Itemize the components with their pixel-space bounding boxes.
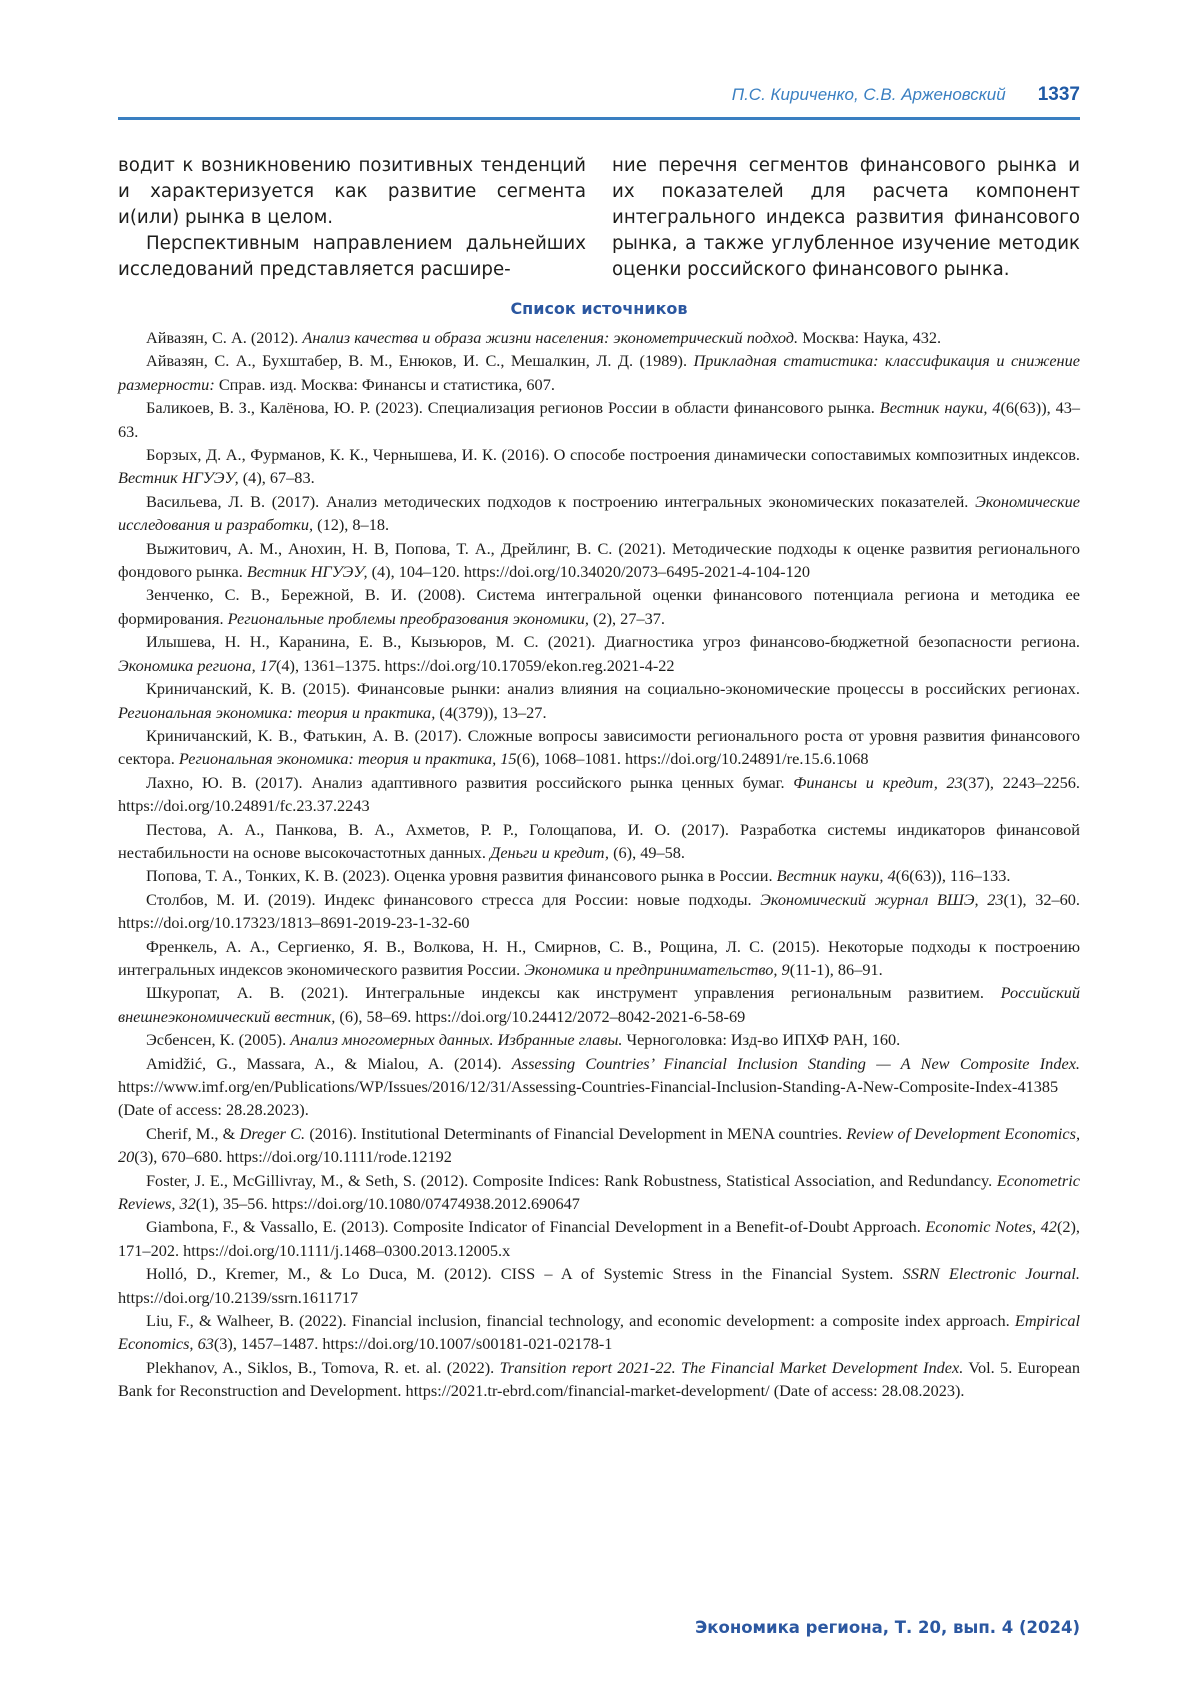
reference-text: Liu, F., & Walheer, B. (2022). Financial inclusion, financial technology, and economic development: a composite index approach. [146, 1311, 1015, 1331]
reference-text: Зенченко, С. В., Бережной, В. И. (2008). Система интегральной оценки финансового потенциала региона и методика ее формирования. [118, 585, 1080, 628]
reference-text: Plekhanov, A., Siklos, B., Tomova, R. et. al. (2022). [146, 1357, 500, 1377]
reference-source: SSRN Electronic Journal. [902, 1264, 1080, 1284]
reference-item [118, 1356, 1080, 1403]
reference-source: Assessing Countries’ Financial Inclusion Standing — A New Composite Index. [511, 1053, 1080, 1073]
reference-item [118, 537, 1080, 584]
reference-text: https://doi.org/10.2139/ssrn.1611717 [118, 1287, 359, 1307]
references-list [118, 326, 1080, 1403]
reference-text: Шкуропат, А. В. (2021). Интегральные индексы как инструмент управления региональным развитием. [146, 983, 1001, 1003]
reference-text: Эсбенсен, К. (2005). [146, 1030, 291, 1050]
paragraph: Перспективным направлением дальнейших исследований представляется расшире- [118, 233, 586, 280]
reference-source: Dreger C. [239, 1123, 306, 1143]
body-column-left [118, 153, 586, 283]
reference-text: Френкель, А. А., Сергиенко, Я. В., Волкова, Н. Н., Смирнов, С. В., Рощина, Л. С. (2015). Некоторые подходы к построению интегральных индексов экономического развития России. [118, 936, 1080, 979]
reference-text: (12), 8–18. [313, 515, 390, 535]
reference-text: (2), 27–37. [588, 608, 665, 628]
reference-source: Экономические исследования и разработки, [118, 491, 1080, 535]
reference-item [118, 349, 1080, 396]
reference-item [118, 677, 1080, 724]
reference-text: (6(63)), 43–63. [118, 398, 1081, 441]
reference-item [118, 630, 1080, 677]
reference-item [118, 864, 1080, 887]
reference-source: Анализ многомерных данных. Избранные главы. [290, 1030, 623, 1050]
reference-text: (3), 1457–1487. https://doi.org/10.1007/s00181-021-02178-1 [213, 1334, 613, 1354]
running-header [118, 84, 1080, 114]
reference-text: Васильева, Л. В. (2017). Анализ методических подходов к построению интегральных экономических показателей. [146, 491, 976, 511]
reference-source: Экономика и предпринимательство, 9 [524, 959, 790, 979]
reference-item [118, 1262, 1080, 1309]
reference-text: Столбов, М. И. (2019). Индекс финансового стресса для России: новые подходы. [146, 889, 761, 909]
references-title: Список источников [510, 299, 688, 318]
reference-source: Empirical Economics, 63 [118, 1311, 1080, 1354]
reference-item [118, 1028, 1080, 1051]
page-number: 1337 [1037, 84, 1080, 105]
reference-text: Борзых, Д. А., Фурманов, К. К., Чернышева, И. К. (2016). О способе построения динамически сопоставимых композитных индексов. [146, 445, 1080, 465]
reference-item [118, 888, 1080, 935]
reference-text: Справ. изд. Москва: Финансы и статистика, 607. [214, 374, 555, 394]
header-rule [118, 117, 1080, 120]
reference-source: Региональные проблемы преобразования экономики, [227, 608, 589, 628]
reference-item [118, 1122, 1080, 1169]
reference-source: Финансы и кредит, 23 [793, 772, 963, 792]
reference-item [118, 981, 1080, 1028]
reference-text: (6), 58–69. https://doi.org/10.24412/2072–8042-2021-6-58-69 [335, 1006, 746, 1026]
reference-text: Криничанский, К. В., Фатькин, А. В. (2017). Сложные вопросы зависимости регионального роста от уровня развития финансового сектора. [118, 725, 1080, 769]
reference-source: Региональная экономика: теория и практика, 15 [178, 749, 517, 769]
reference-text: (2016). Institutional Determinants of Financial Development in MENA countries. [305, 1123, 847, 1143]
journal-footer: Экономика региона, Т. 20, вып. 4 (2024) [695, 1618, 1080, 1637]
reference-source: Анализ качества и образа жизни населения: эконометрический подход. [302, 328, 799, 347]
reference-text: Vol. 5. European Bank for Reconstruction and Development. https://2021.tr-ebrd.com/financial-market-development/ (Date of access: 28.08.2023). [118, 1357, 1080, 1401]
reference-source: Российский внешнеэкономический вестник, [118, 983, 1080, 1026]
reference-text: Баликоев, В. З., Калёнова, Ю. Р. (2023). Специализация регионов России в области финансового рынка. [146, 398, 880, 418]
paragraph: водит к возникновению позитивных тенденций и характеризуется как развитие сегмента и(или) рынка в целом. [118, 155, 586, 228]
reference-text: Лахно, Ю. В. (2017). Анализ адаптивного развития российского рынка ценных бумаг. [146, 772, 794, 792]
reference-text: (1), 32–60. https://doi.org/10.17323/1813–8691-2019-23-1-32-60 [118, 889, 1080, 933]
reference-source: Economic Notes, 42 [925, 1217, 1057, 1237]
reference-text: (4), 104–120. https://doi.org/10.34020/2073–6495-2021-4-104-120 [367, 562, 810, 582]
reference-text: Holló, D., Kremer, M., & Lo Duca, M. (2012). CISS – A of Systemic Stress in the Financial System. [146, 1264, 903, 1284]
reference-source: Региональная экономика: теория и практика, [118, 702, 436, 722]
reference-text: (6), 49–58. [609, 842, 685, 862]
reference-item [118, 583, 1080, 630]
reference-item [118, 396, 1080, 443]
reference-item [118, 1169, 1080, 1216]
reference-source: Вестник науки, 4 [776, 866, 896, 886]
reference-text: Черноголовка: Изд-во ИПХФ РАН, 160. [622, 1030, 901, 1050]
reference-item [118, 1215, 1080, 1262]
body-column-right [612, 153, 1080, 283]
reference-text: (4), 67–83. [238, 468, 315, 488]
reference-text: Amidžić, G., Massara, A., & Mialou, A. (2014). [146, 1053, 512, 1073]
reference-text: Пестова, А. А., Панкова, В. А., Ахметов, Р. Р., Голощапова, И. О. (2017). Разработка системы индикаторов финансовой нестабильности на основе высокочастотных данных. [118, 819, 1080, 862]
reference-text: Криничанский, К. В. (2015). Финансовые рынки: анализ влияния на социально-экономические процессы в российских регионах. [146, 679, 1080, 699]
reference-item [118, 326, 1080, 349]
reference-item [118, 443, 1080, 490]
reference-text: Айвазян, С. А., Бухштабер, В. М., Енюков, И. С., Мешалкин, Л. Д. (1989). [146, 351, 694, 371]
reference-source: Вестник НГУЭУ, [118, 468, 239, 488]
reference-text: (37), 2243–2256. https://doi.org/10.24891/fc.23.37.2243 [118, 772, 1081, 816]
reference-source: Экономический журнал ВШЭ, 23 [760, 889, 1004, 909]
reference-text: (6), 1068–1081. https://doi.org/10.24891/re.15.6.1068 [516, 749, 869, 769]
reference-text: Айвазян, С. А. (2012). [146, 328, 303, 347]
reference-text: https://www.imf.org/en/Publications/WP/Issues/2016/12/31/Assessing-Countries-Financial-Inclusion-Standing-A-New-Composite-Index-41385 (Date of access: 28.28.2023). [118, 1077, 1059, 1120]
reference-source: Экономика региона, 17 [118, 655, 276, 675]
reference-source: Вестник НГУЭУ, [246, 562, 368, 582]
reference-item [118, 1052, 1080, 1122]
reference-item [118, 490, 1080, 537]
reference-text: (4), 1361–1375. https://doi.org/10.17059/ekon.reg.2021-4-22 [276, 655, 675, 675]
reference-source: Review of Development Economics, 20 [118, 1123, 1081, 1167]
reference-text: Выжитович, А. М., Анохин, Н. В, Попова, Т. А., Дрейлинг, В. С. (2021). Методические подходы к оценке развития регионального фондового рынка. [118, 538, 1080, 582]
reference-text: Москва: Наука, 432. [798, 328, 942, 347]
reference-source: Вестник науки, 4 [879, 398, 1001, 418]
reference-text: (4(379)), 13–27. [435, 702, 547, 722]
reference-text: (11-1), 86–91. [789, 959, 883, 979]
reference-source: Transition report 2021-22. The Financial Market Development Index. [499, 1357, 964, 1377]
reference-item [118, 1309, 1080, 1356]
reference-text: (3), 670–680. https://doi.org/10.1111/rode.12192 [134, 1147, 452, 1167]
reference-text: Giambona, F., & Vassallo, E. (2013). Composite Indicator of Financial Development in a Benefit-of-Doubt Approach. [146, 1217, 926, 1237]
reference-text: (1), 35–56. https://doi.org/10.1080/07474938.2012.690647 [195, 1194, 580, 1214]
reference-source: Прикладная статистика: классификация и снижение размерности: [118, 351, 1081, 394]
reference-source: Econometric Reviews, 32 [118, 1170, 1080, 1214]
reference-text: (2), 171–202. https://doi.org/10.1111/j.1468–0300.2013.12005.x [118, 1217, 1080, 1260]
reference-item [118, 818, 1080, 865]
header-authors: П.С. Кириченко, С.В. Арженовский [731, 85, 1006, 104]
paragraph: ние перечня сегментов финансового рынка и их показателей для расчета компонент интегрального индекса развития финансового рынка, а также углубленное изучение методик оценки российского финансового рынка. [612, 155, 1080, 280]
reference-text: Cherif, M., & [146, 1123, 240, 1143]
reference-text: (6(63)), 116–133. [895, 866, 1011, 886]
reference-item [118, 771, 1080, 818]
reference-item [118, 935, 1080, 982]
reference-text: Foster, J. E., McGillivray, M., & Seth, S. (2012). Composite Indices: Rank Robustness, Statistical Association, and Redundancy. [146, 1170, 997, 1190]
reference-text: Илышева, Н. Н., Каранина, Е. В., Кызьюров, М. С. (2021). Диагностика угроз финансово-бюджетной безопасности региона. [146, 632, 1080, 652]
reference-source: Деньги и кредит, [489, 842, 610, 862]
reference-text: Попова, Т. А., Тонких, К. В. (2023). Оценка уровня развития финансового рынка в России. [146, 866, 777, 886]
reference-item [118, 724, 1080, 771]
